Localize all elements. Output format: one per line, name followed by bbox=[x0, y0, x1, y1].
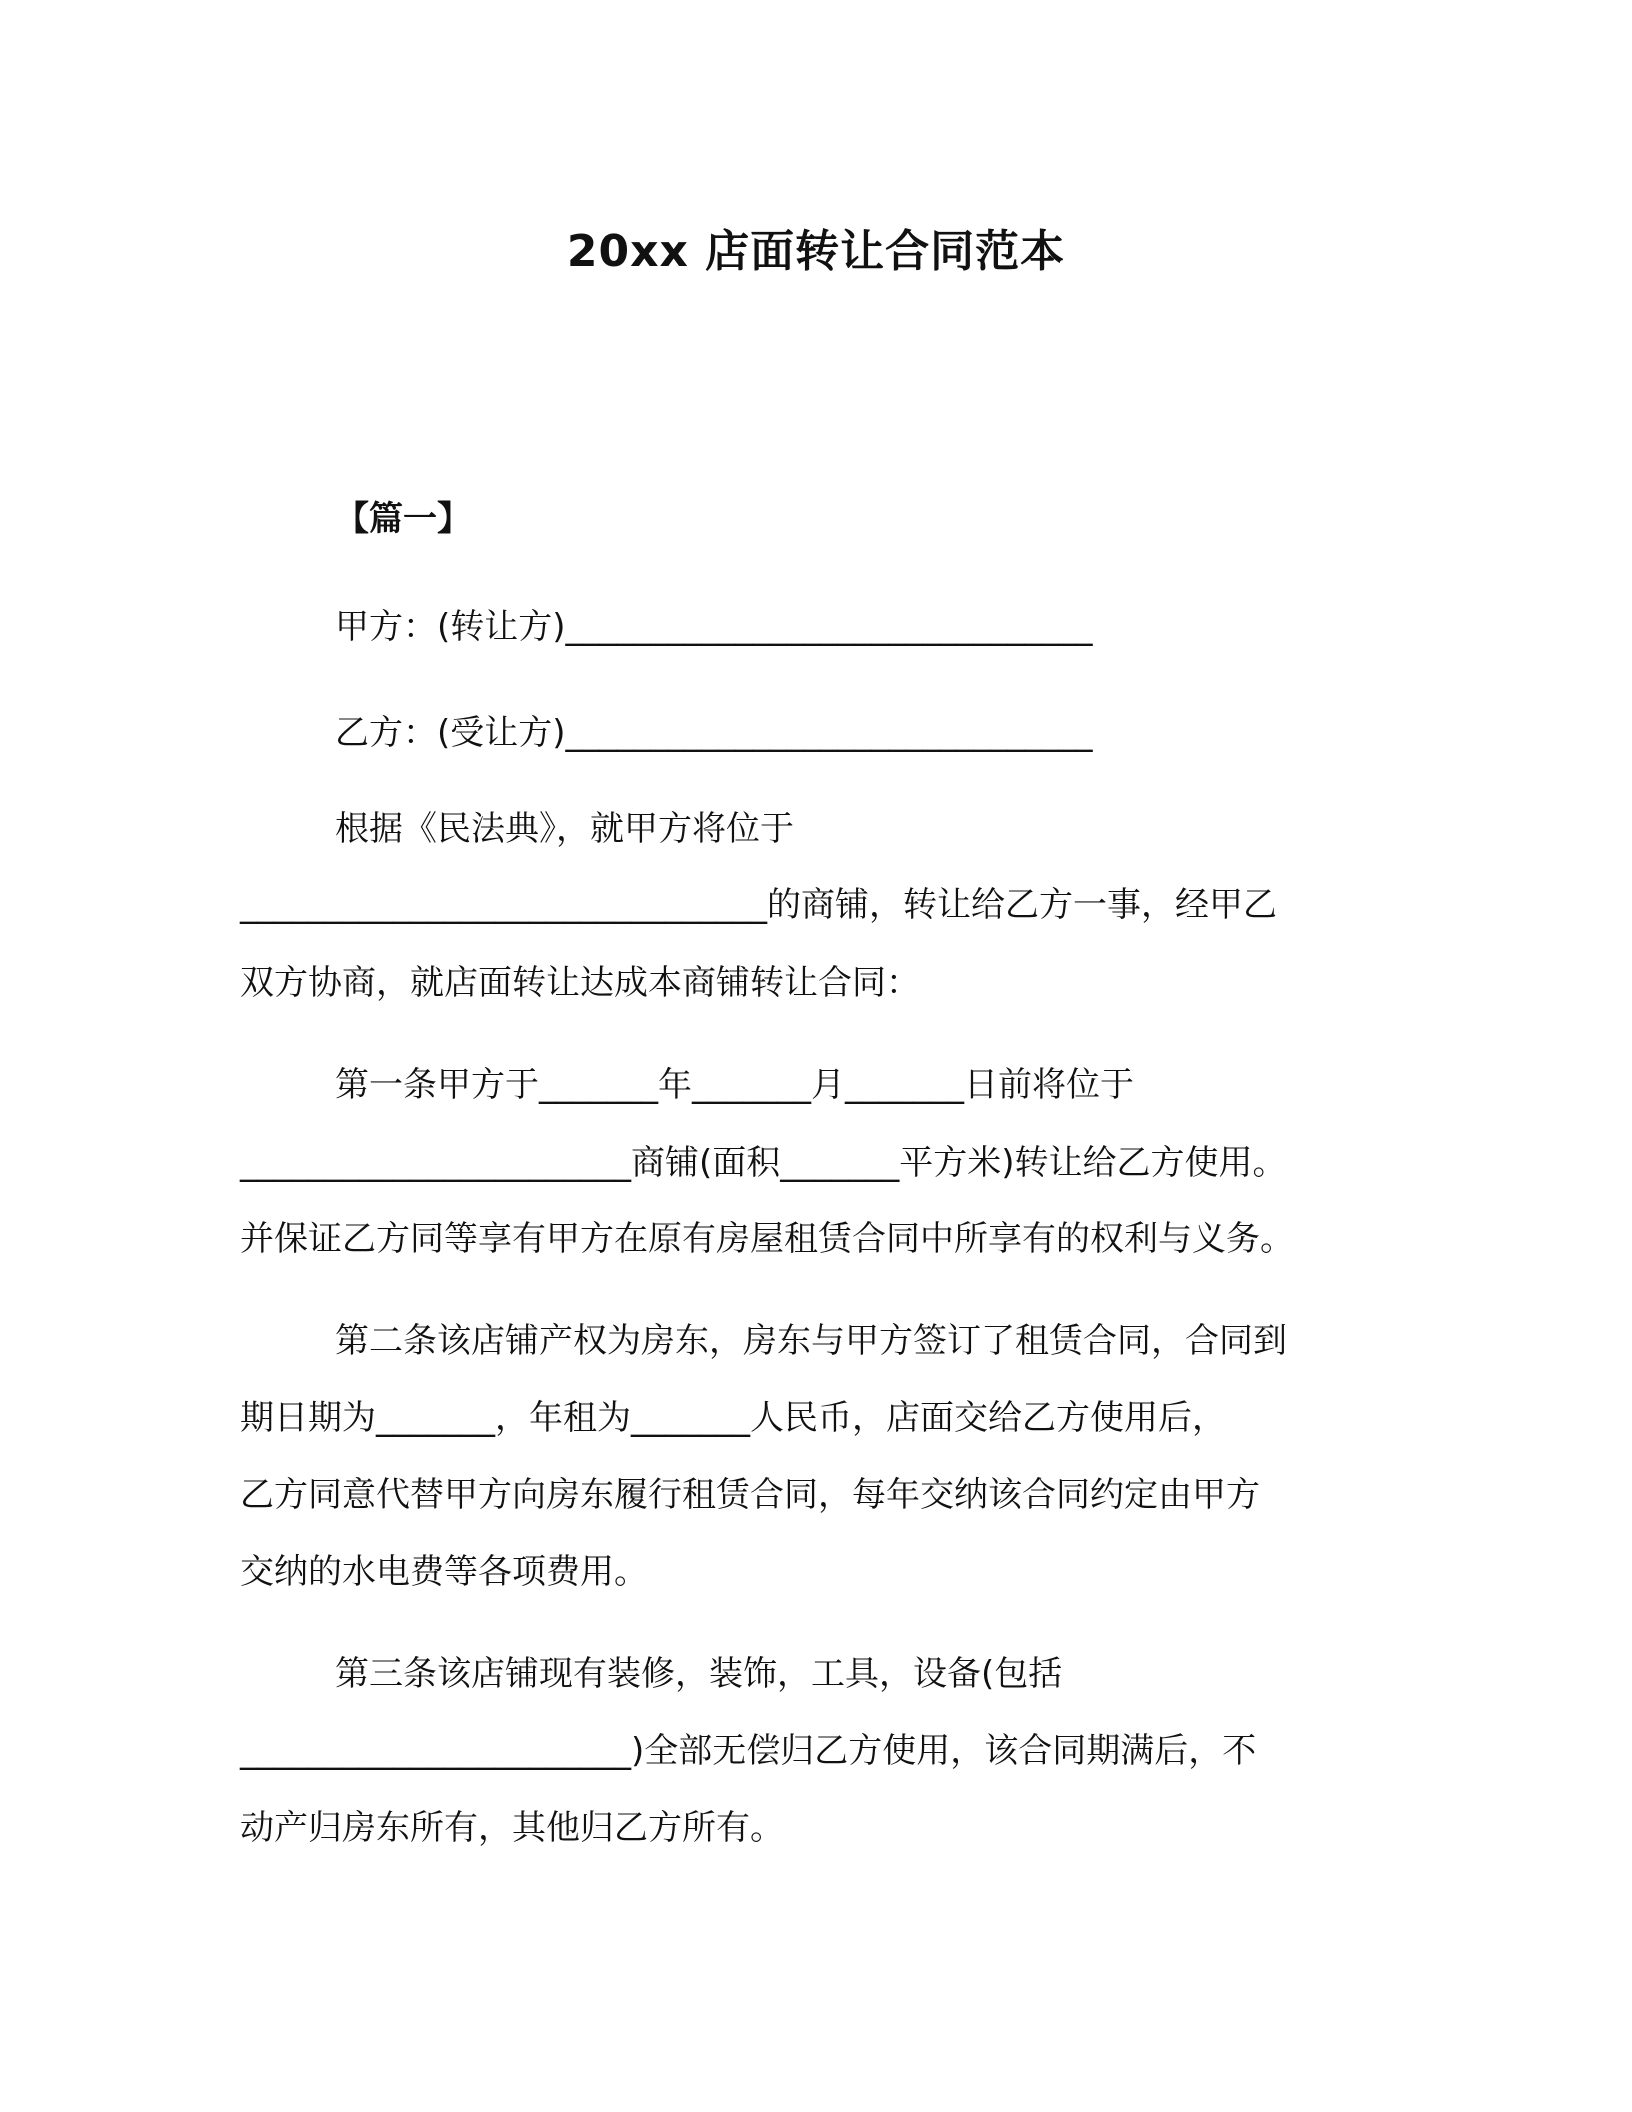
article-2-line-4: 交纳的水电费等各项费用。 bbox=[240, 1552, 648, 1592]
article-1-line-2: _______________________商铺(面积_______平方米)转让给乙方使用。 bbox=[240, 1143, 1287, 1183]
article-1-line-1: 第一条甲方于_______年_______月_______日前将位于 bbox=[335, 1065, 1134, 1105]
article-2-line-2: 期日期为_______，年租为_______人民币，店面交给乙方使用后， bbox=[240, 1398, 1226, 1438]
intro-line-1: 根据《民法典》，就甲方将位于 bbox=[335, 809, 794, 849]
party-a-line: 甲方：(转让方)_______________________________ bbox=[335, 607, 1093, 647]
article-1-line-3: 并保证乙方同等享有甲方在原有房屋租赁合同中所享有的权利与义务。 bbox=[240, 1219, 1294, 1259]
article-3-line-2: _______________________)全部无偿归乙方使用，该合同期满后，不 bbox=[240, 1731, 1257, 1771]
article-3-line-1: 第三条该店铺现有装修，装饰，工具，设备(包括 bbox=[335, 1654, 1063, 1694]
section-label: 【篇一】 bbox=[335, 499, 471, 539]
intro-line-2: _______________________________的商铺，转让给乙方一事，经甲乙 bbox=[240, 885, 1277, 925]
article-2-line-3: 乙方同意代替甲方向房东履行租赁合同，每年交纳该合同约定由甲方 bbox=[240, 1475, 1260, 1515]
party-b-line: 乙方：(受让方)_______________________________ bbox=[335, 713, 1093, 753]
intro-line-3: 双方协商，就店面转让达成本商铺转让合同： bbox=[240, 963, 920, 1003]
article-2-line-1: 第二条该店铺产权为房东，房东与甲方签订了租赁合同，合同到 bbox=[335, 1321, 1287, 1361]
document-title: 20xx 店面转让合同范本 bbox=[566, 226, 1066, 277]
article-3-line-3: 动产归房东所有，其他归乙方所有。 bbox=[240, 1808, 784, 1848]
